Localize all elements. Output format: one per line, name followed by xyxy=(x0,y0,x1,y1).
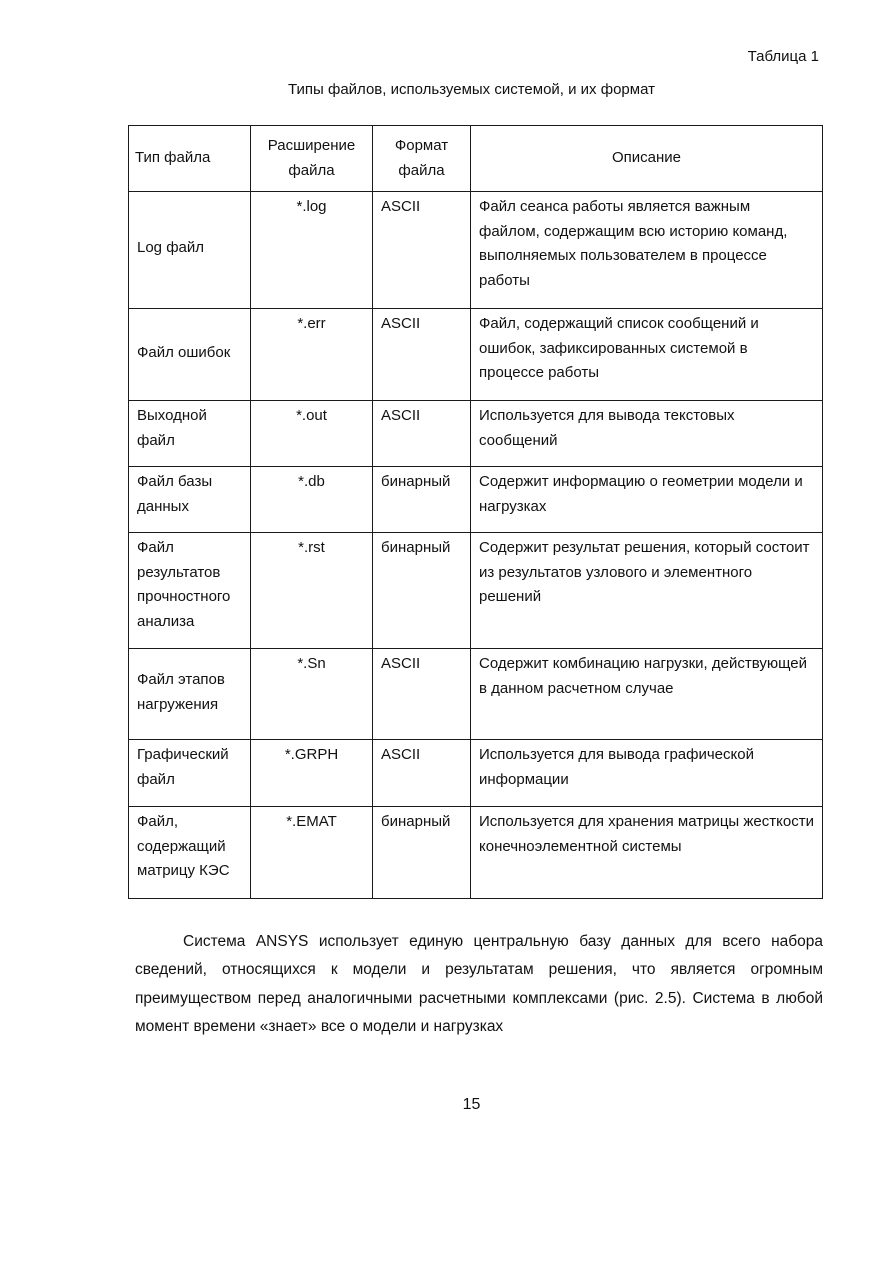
cell-extension: *.GRPH xyxy=(251,740,373,807)
cell-file-type: Графический файл xyxy=(129,740,251,807)
table-header-row xyxy=(129,126,823,192)
cell-file-type: Файл результатов прочностного анализа xyxy=(129,533,251,649)
header-extension: Расширение файла xyxy=(251,126,373,192)
cell-format: ASCII xyxy=(373,649,471,740)
cell-extension: *.log xyxy=(251,192,373,309)
table-row xyxy=(129,649,823,740)
header-format: Формат файла xyxy=(373,126,471,192)
cell-format: бинарный xyxy=(373,533,471,649)
cell-file-type: Файл базы данных xyxy=(129,467,251,533)
table-row xyxy=(129,192,823,309)
cell-extension: *.Sn xyxy=(251,649,373,740)
table-number: Таблица 1 xyxy=(747,48,819,65)
body-paragraph: Система ANSYS использует единую центральную базу данных для всего набора сведений, относящихся к модели и результатам решения, что является огромным преимуществом перед аналогичными расчетными комплексами (рис. 2.5). Система в любой момент времени «знает» все о модели и нагрузках xyxy=(135,932,823,1035)
cell-file-type: Файл этапов нагружения xyxy=(129,649,251,740)
table-row xyxy=(129,533,823,649)
cell-extension: *.out xyxy=(251,401,373,467)
cell-description: Содержит информацию о геометрии модели и нагрузках xyxy=(471,467,823,533)
table-row xyxy=(129,309,823,401)
cell-format: ASCII xyxy=(373,309,471,401)
table-row xyxy=(129,807,823,899)
table-caption: Типы файлов, используемых системой, и их формат xyxy=(288,81,655,98)
cell-description: Файл сеанса работы является важным файлом, содержащим всю историю команд, выполняемых пользователем в процессе работы xyxy=(471,192,823,309)
cell-extension: *.db xyxy=(251,467,373,533)
cell-description: Файл, содержащий список сообщений и ошибок, зафиксированных системой в процессе работы xyxy=(471,309,823,401)
cell-description: Содержит результат решения, который состоит из результатов узлового и элементного решений xyxy=(471,533,823,649)
cell-file-type: Log файл xyxy=(129,192,251,309)
cell-file-type: Файл ошибок xyxy=(129,309,251,401)
cell-file-type: Выходной файл xyxy=(129,401,251,467)
cell-format: ASCII xyxy=(373,401,471,467)
table-row xyxy=(129,740,823,807)
cell-extension: *.rst xyxy=(251,533,373,649)
header-description: Описание xyxy=(471,126,823,192)
cell-file-type: Файл, содержащий матрицу КЭС xyxy=(129,807,251,899)
cell-description: Используется для вывода графической информации xyxy=(471,740,823,807)
cell-description: Используется для вывода текстовых сообщений xyxy=(471,401,823,467)
cell-extension: *.err xyxy=(251,309,373,401)
cell-description: Содержит комбинацию нагрузки, действующей в данном расчетном случае xyxy=(471,649,823,740)
page-number: 15 xyxy=(462,1096,481,1113)
cell-format: бинарный xyxy=(373,467,471,533)
cell-format: ASCII xyxy=(373,740,471,807)
file-types-table xyxy=(128,125,823,899)
cell-format: бинарный xyxy=(373,807,471,899)
table-row xyxy=(129,401,823,467)
cell-extension: *.EMAT xyxy=(251,807,373,899)
table-row xyxy=(129,467,823,533)
header-type: Тип файла xyxy=(129,126,251,192)
cell-description: Используется для хранения матрицы жесткости конечноэлементной системы xyxy=(471,807,823,899)
cell-format: ASCII xyxy=(373,192,471,309)
